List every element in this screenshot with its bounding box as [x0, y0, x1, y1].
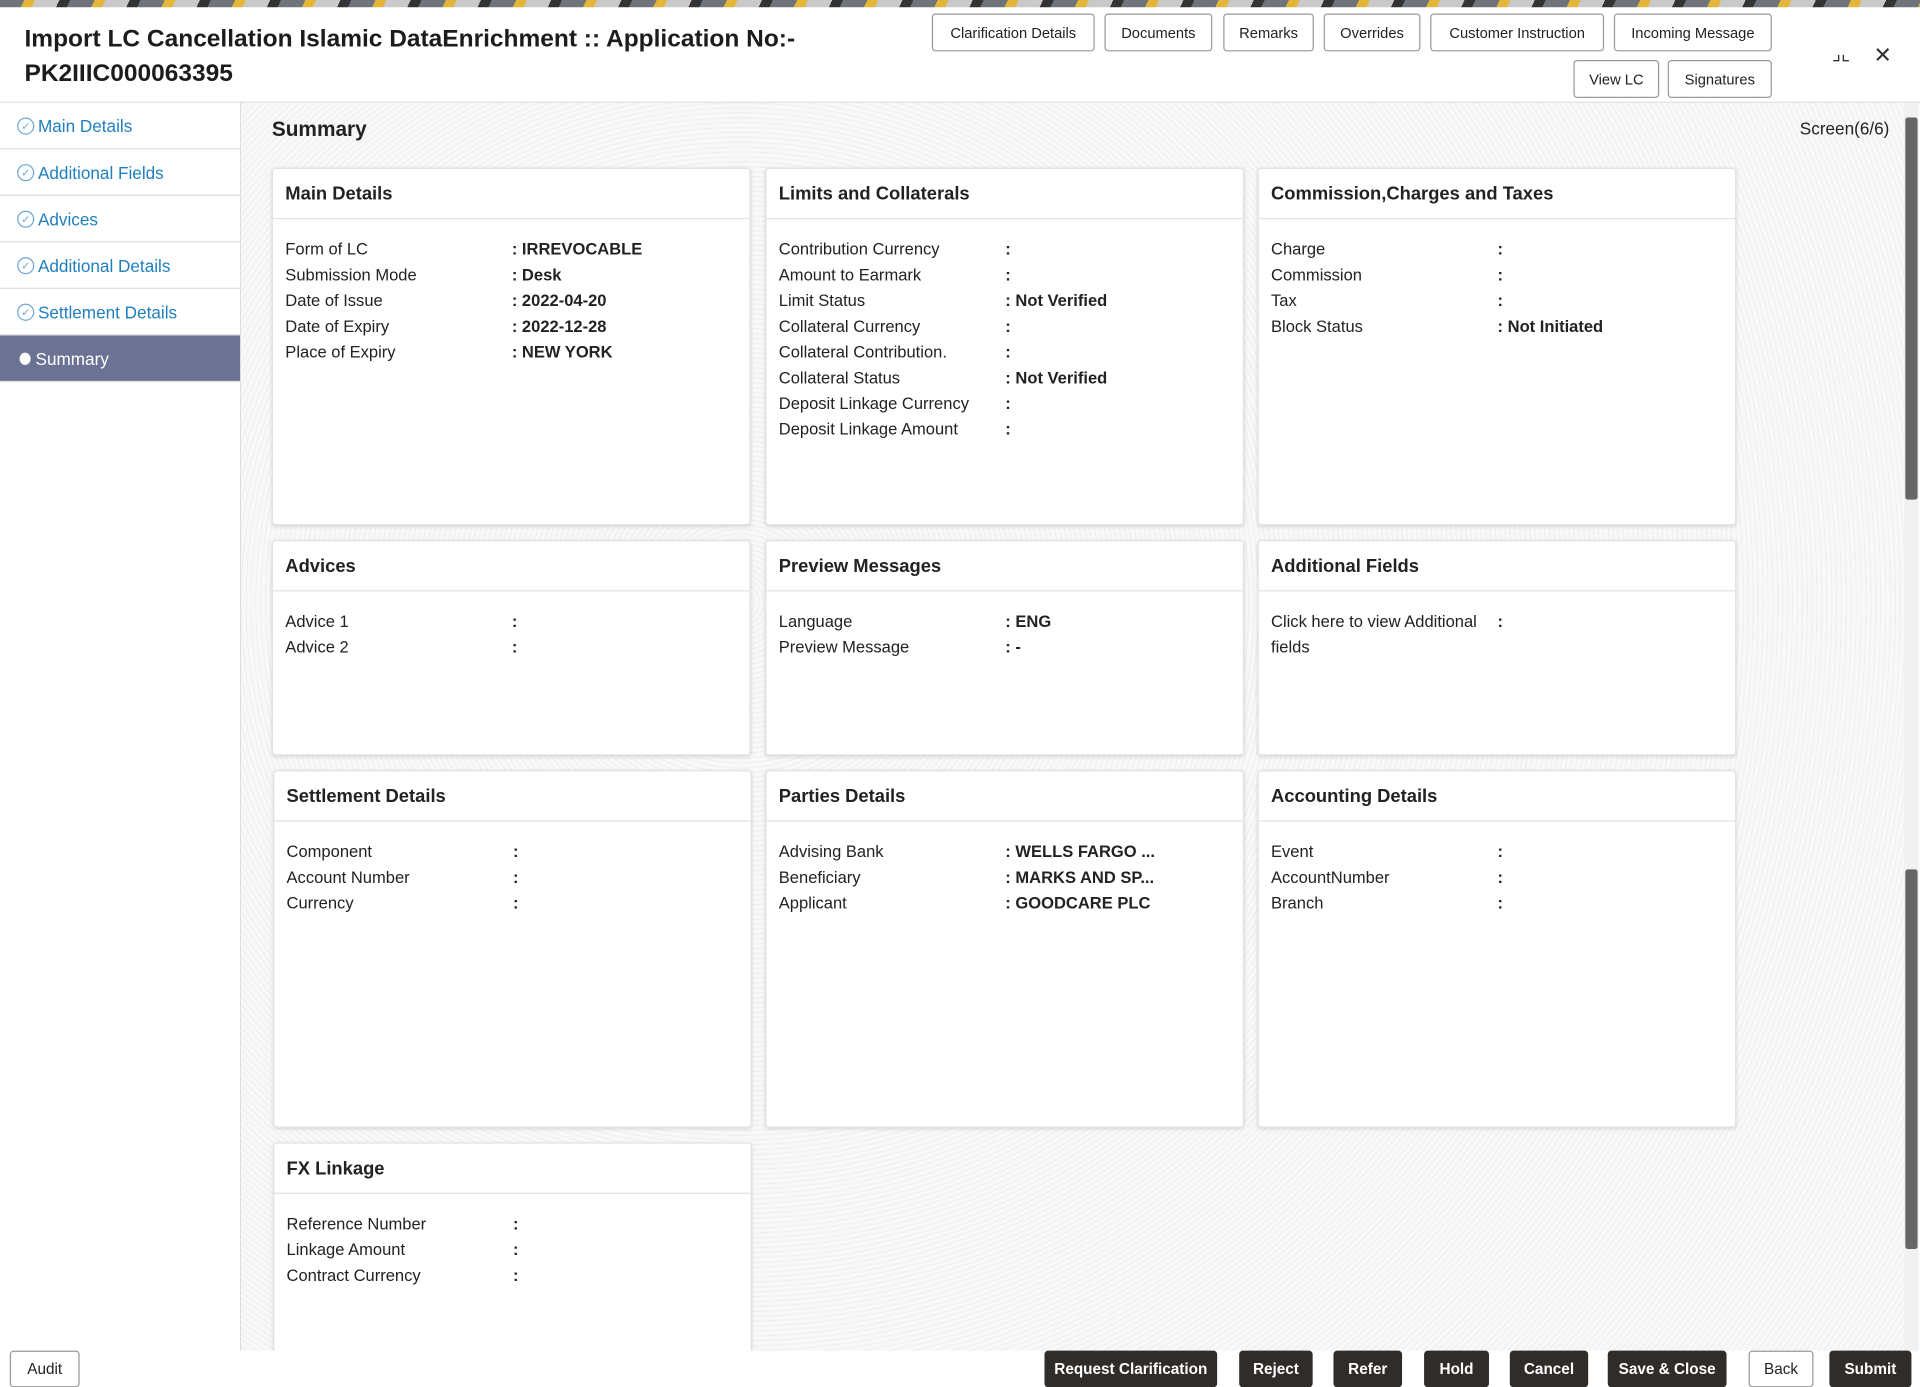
field-row — [273, 609, 749, 635]
field-label: Date of Expiry — [285, 317, 390, 336]
field-value: : — [1005, 317, 1011, 336]
field-label: Tax — [1271, 291, 1297, 310]
card-limits-and-collaterals — [765, 168, 1244, 526]
field-value: : Not Verified — [1005, 291, 1108, 310]
card-advices — [272, 540, 751, 756]
field-row — [1259, 288, 1735, 314]
field-label: Charge — [1271, 240, 1326, 259]
clarification-details-button[interactable]: Clarification Details — [932, 13, 1095, 51]
card-title: Advices — [273, 541, 749, 591]
field-row — [274, 1237, 750, 1263]
card-title: Parties Details — [767, 771, 1243, 821]
field-row — [274, 839, 750, 865]
card-accounting-details — [1258, 770, 1737, 1128]
current-step-icon — [20, 353, 31, 365]
field-label: Collateral Currency — [778, 317, 921, 336]
field-label: Branch — [1271, 893, 1324, 913]
field-label: Advice 1 — [285, 612, 349, 631]
sidebar-item-additional-fields[interactable] — [0, 149, 240, 196]
sidebar-item-label: Advices — [37, 208, 98, 229]
field-label: Contribution Currency — [778, 240, 940, 259]
cancel-button[interactable]: Cancel — [1510, 1351, 1588, 1387]
check-circle-icon: ✓ — [17, 304, 34, 321]
field-label: Preview Message — [778, 637, 910, 657]
field-label: Date of Issue — [285, 291, 383, 310]
field-row — [1259, 313, 1735, 339]
field-row — [767, 890, 1243, 916]
field-row — [273, 288, 749, 314]
save-close-button[interactable]: Save & Close — [1608, 1351, 1727, 1387]
field-value: : — [511, 637, 518, 657]
check-circle-icon: ✓ — [17, 164, 34, 181]
sidebar-item-label: Additional Details — [37, 255, 171, 275]
sidebar-item-label: Summary — [35, 348, 109, 368]
back-button[interactable]: Back — [1749, 1351, 1814, 1387]
field-row — [273, 236, 749, 262]
field-label: Block Status — [1271, 317, 1363, 336]
audit-button[interactable]: Audit — [10, 1351, 80, 1387]
field-value: : — [1005, 420, 1011, 439]
field-row — [274, 1262, 750, 1288]
sidebar — [0, 103, 241, 1351]
field-row — [767, 262, 1243, 288]
field-value: : — [1497, 842, 1504, 861]
field-value: : — [1005, 394, 1011, 413]
card-fx-linkage — [273, 1142, 752, 1350]
view-lc-button[interactable]: View LC — [1573, 60, 1659, 98]
overrides-button[interactable]: Overrides — [1324, 13, 1421, 51]
field-label: Collateral Status — [778, 368, 901, 387]
field-label: Language — [778, 612, 853, 631]
field-row — [273, 339, 749, 365]
field-row — [1259, 839, 1735, 865]
field-value: : MARKS AND SP... — [1005, 868, 1155, 887]
field-label: Account Number — [286, 868, 410, 887]
field-row — [1259, 262, 1735, 288]
field-label: Limit Status — [778, 291, 866, 310]
close-icon[interactable]: ✕ — [1873, 42, 1892, 68]
field-value: : Not Verified — [1005, 368, 1108, 387]
field-label: AccountNumber — [1271, 868, 1390, 887]
field-row — [767, 416, 1243, 442]
sidebar-item-main-details[interactable] — [0, 103, 240, 150]
field-label: Linkage Amount — [286, 1240, 406, 1259]
field-value: : 2022-12-28 — [511, 317, 607, 336]
field-value: : NEW YORK — [511, 342, 613, 362]
top-banner — [0, 0, 1920, 7]
scrollbar[interactable] — [1904, 103, 1919, 1351]
card-title: Accounting Details — [1259, 771, 1735, 821]
card-title: Commission,Charges and Taxes — [1259, 169, 1735, 219]
section-title: Summary — [271, 117, 367, 141]
field-label: Submission Mode — [285, 265, 417, 285]
field-value: : IRREVOCABLE — [511, 240, 643, 259]
card-title: Additional Fields — [1259, 541, 1735, 591]
field-value: : — [1497, 868, 1504, 887]
incoming-message-button[interactable]: Incoming Message — [1614, 13, 1772, 51]
field-value: : GOODCARE PLC — [1005, 893, 1151, 913]
card-main-details — [272, 168, 751, 526]
field-label: Advice 2 — [285, 637, 349, 657]
field-value: : - — [1005, 637, 1021, 657]
page-title: Import LC Cancellation Islamic DataEnrichment :: Application No:- PK2IIIC000063395 — [24, 25, 796, 87]
sidebar-item-label: Settlement Details — [37, 301, 178, 322]
field-value: : — [1497, 612, 1504, 631]
card-settlement-details — [273, 770, 752, 1128]
field-row — [767, 634, 1243, 660]
field-value: : — [513, 893, 519, 913]
field-value: : — [1497, 265, 1504, 285]
field-value: : 2022-04-20 — [511, 291, 607, 310]
field-value: : — [511, 612, 518, 631]
field-label[interactable]: Click here to view Additional fields — [1271, 612, 1477, 657]
field-row — [273, 262, 749, 288]
field-label: Form of LC — [285, 240, 368, 259]
field-row — [767, 313, 1243, 339]
scrollbar-thumb[interactable] — [1905, 869, 1917, 1249]
field-value: : — [1005, 265, 1011, 285]
remarks-button[interactable]: Remarks — [1223, 13, 1314, 51]
field-value: : — [513, 868, 519, 887]
field-row — [274, 1211, 750, 1237]
field-value: : — [513, 1240, 519, 1259]
field-label: Deposit Linkage Amount — [778, 420, 958, 439]
sidebar-item-summary[interactable] — [0, 336, 240, 383]
collapse-icon[interactable]: ⌟⌞ — [1831, 44, 1851, 65]
field-row — [767, 864, 1243, 890]
field-row — [1259, 609, 1735, 660]
field-row — [273, 634, 749, 660]
check-circle-icon: ✓ — [17, 118, 34, 135]
field-row — [767, 839, 1243, 865]
field-label: Amount to Earmark — [778, 265, 922, 285]
card-additional-fields — [1258, 540, 1737, 756]
card-preview-messages — [765, 540, 1244, 756]
field-row — [767, 609, 1243, 635]
sidebar-item-advices[interactable] — [0, 196, 240, 243]
field-value: : — [1005, 240, 1011, 259]
sidebar-item-label: Main Details — [37, 115, 133, 136]
field-label: Contract Currency — [286, 1266, 421, 1285]
submit-button[interactable]: Submit — [1829, 1351, 1911, 1387]
card-parties-details — [765, 770, 1244, 1128]
field-row — [767, 288, 1243, 314]
field-value: : — [1497, 893, 1504, 913]
field-label: Collateral Contribution. — [778, 342, 947, 362]
field-value: : — [513, 842, 519, 861]
field-label: Reference Number — [286, 1214, 427, 1234]
field-label: Beneficiary — [778, 868, 861, 887]
documents-button[interactable]: Documents — [1104, 13, 1212, 51]
field-value: : — [1497, 291, 1504, 310]
field-row — [1259, 890, 1735, 916]
field-value: : — [1005, 342, 1011, 362]
field-label: Advising Bank — [778, 842, 884, 861]
field-label: Event — [1271, 842, 1314, 861]
field-value: : WELLS FARGO ... — [1005, 842, 1156, 861]
sidebar-item-settlement-details[interactable] — [0, 289, 240, 336]
field-label: Commission — [1271, 265, 1362, 285]
request-clarification-button[interactable]: Request Clarification — [1044, 1351, 1217, 1387]
field-value: : — [513, 1266, 519, 1285]
card-commission-charges-and-taxes — [1258, 168, 1737, 526]
card-title: Preview Messages — [767, 541, 1243, 591]
field-row — [274, 864, 750, 890]
customer-instruction-button[interactable]: Customer Instruction — [1430, 13, 1604, 51]
card-title: Main Details — [273, 169, 749, 219]
field-value: : ENG — [1005, 612, 1052, 631]
field-value: : — [1497, 240, 1504, 259]
field-row — [1259, 236, 1735, 262]
screen-indicator: Screen(6/6) — [1799, 118, 1890, 139]
reject-button[interactable]: Reject — [1239, 1351, 1312, 1387]
hold-button[interactable]: Hold — [1424, 1351, 1489, 1387]
card-title: Settlement Details — [274, 771, 750, 821]
sidebar-item-label: Additional Fields — [37, 162, 164, 182]
field-label: Applicant — [778, 893, 847, 913]
field-label: Currency — [286, 893, 354, 913]
field-value: : Not Initiated — [1497, 317, 1604, 336]
main-content — [241, 103, 1904, 1351]
field-value: : Desk — [511, 265, 562, 285]
refer-button[interactable]: Refer — [1333, 1351, 1402, 1387]
field-value: : — [513, 1214, 519, 1234]
field-label: Place of Expiry — [285, 342, 396, 362]
field-row — [274, 890, 750, 916]
check-circle-icon: ✓ — [17, 257, 34, 274]
card-title: Limits and Collaterals — [767, 169, 1243, 219]
field-row — [767, 339, 1243, 365]
field-row — [767, 365, 1243, 391]
field-row — [767, 391, 1243, 417]
card-title: FX Linkage — [274, 1144, 750, 1194]
field-label: Component — [286, 842, 372, 861]
footer — [0, 1351, 1920, 1387]
field-row — [767, 236, 1243, 262]
field-row — [1259, 864, 1735, 890]
check-circle-icon: ✓ — [17, 211, 34, 228]
signatures-button[interactable]: Signatures — [1668, 60, 1772, 98]
header — [0, 7, 1920, 103]
field-row — [273, 313, 749, 339]
scrollbar-thumb[interactable] — [1905, 118, 1917, 500]
sidebar-item-additional-details[interactable] — [0, 242, 240, 289]
field-label: Deposit Linkage Currency — [778, 394, 969, 413]
